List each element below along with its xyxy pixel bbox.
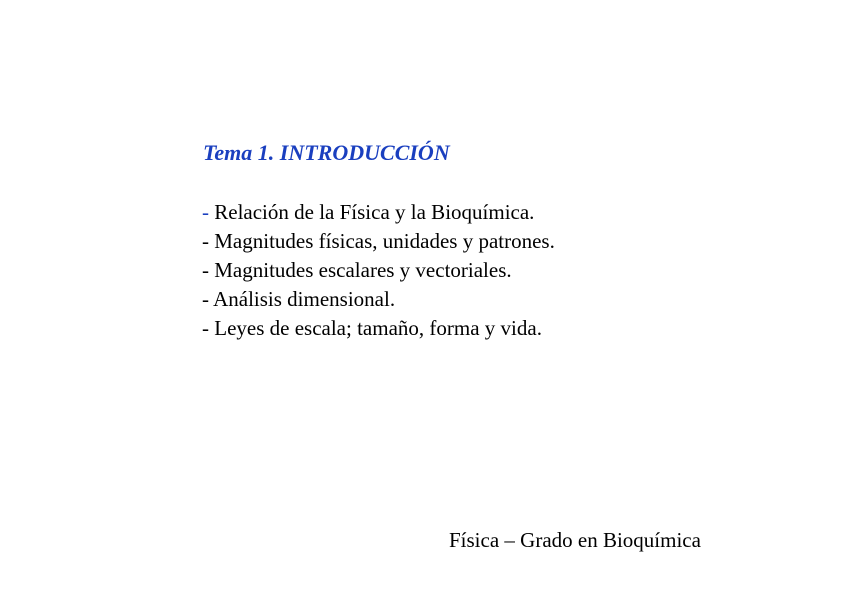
- topic-text: Magnitudes físicas, unidades y patrones.: [209, 229, 555, 253]
- topic-text: Leyes de escala; tamaño, forma y vida.: [209, 316, 542, 340]
- slide-footer: Física – Grado en Bioquímica: [449, 528, 701, 552]
- topic-item-2: [202, 227, 555, 256]
- bullet-dash: -: [202, 287, 209, 311]
- bullet-dash: -: [202, 200, 209, 224]
- topic-text: Relación de la Física y la Bioquímica.: [209, 200, 535, 224]
- topic-text: Análisis dimensional.: [209, 287, 396, 311]
- topic-item-5: [202, 314, 555, 343]
- bullet-dash: -: [202, 316, 209, 340]
- topic-text: Magnitudes escalares y vectoriales.: [209, 258, 512, 282]
- bullet-dash: -: [202, 229, 209, 253]
- bullet-dash: -: [202, 258, 209, 282]
- slide-title: Tema 1. INTRODUCCIÓN: [203, 140, 450, 165]
- topic-item-3: [202, 256, 555, 285]
- topic-list: [202, 198, 555, 343]
- topic-item-4: [202, 285, 555, 314]
- topic-item-1: [202, 198, 555, 227]
